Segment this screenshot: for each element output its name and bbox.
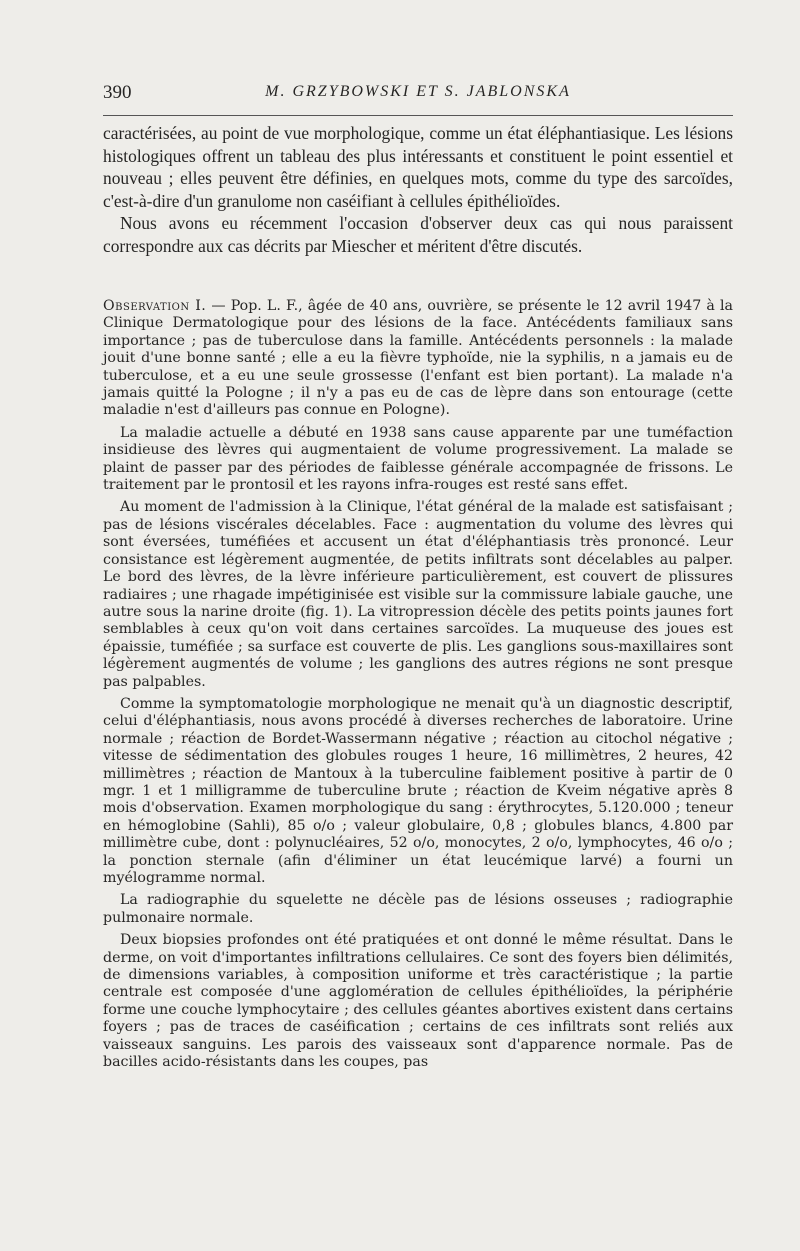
observation-paragraph: Au moment de l'admission à la Clinique, l'état général de la malade est satisfaisant ; pas de lésions viscérales décelables. Face : augmentation du volume des lèvres qui sont éversées, tuméfiées et accusent un état d'éléphantiasis très prononcé. Leur consistance est légèrement augmentée, de petits infiltrats sont décelables au palper. Le bord des lèvres, de la lèvre inférieure particulièrement, est couvert de plissures radiaires ; une rhagade impétiginisée est visible sur la commissure labiale gauche, une autre sous la narine droite (fig. 1). La vitropression décèle des petits points jaunes fort semblables à ceux qu'on voit dans certaines sarcoïdes. La muqueuse des joues est épaissie, tuméfiée ; sa surface est couverte de plis. Les ganglions sous-maxillaires sont légèrement augmentés de volume ; les ganglions des autres régions ne sont presque pas palpables. xyxy=(103,499,733,690)
observation-paragraph: Comme la symptomatologie morphologique ne menait qu'à un diagnostic descriptif, celui d'éléphantiasis, nous avons procédé à diverses recherches de laboratoire. Urine normale ; réaction de Bordet-Wassermann négative ; réaction au citochol négative ; vitesse de sédimentation des globules rouges 1 heure, 16 millimètres, 2 heures, 42 millimètres ; réaction de Mantoux à la tuberculine faiblement positive à partir de 0 mgr. 1 et 1 milligramme de tuberculine brute ; réaction de Kveim négative après 8 mois d'observation. Examen morphologique du sang : érythrocytes, 5.120.000 ; teneur en hémoglobine (Sahli), 85 o/o ; valeur globulaire, 0,8 ; globules blancs, 4.800 par millimètre cube, dont : polynucléaires, 52 o/o, monocytes, 2 o/o, lymphocytes, 46 o/o ; la ponction sternale (afin d'éliminer un état leucémique larvé) a fourni un myélogramme normal. xyxy=(103,695,733,886)
observation-paragraph: Deux biopsies profondes ont été pratiquées et ont donné le même résultat. Dans le derme, on voit d'importantes infiltrations cellulaires. Ce sont des foyers bien délimités, de dimensions variables, à composition uniforme et très caractéristique ; la partie centrale est composée d'une agglomération de cellules épithélioïdes, la périphérie forme une couche lymphocytaire ; des cellules géantes abortives existent dans certains foyers ; pas de traces de caséification ; certains de ces infiltrats sont reliés aux vaisseaux sanguins. Les parois des vaisseaux sont d'apparence normale. Pas de bacilles acido-résistants dans les coupes, pas xyxy=(103,932,733,1071)
observation-paragraph xyxy=(103,298,733,420)
running-title: M. GRZYBOWSKI ET S. JABLONSKA xyxy=(265,83,571,100)
intro-paragraph: caractérisées, au point de vue morphologique, comme un état éléphantiasique. Les lésions histologiques offrent un tableau des plus intéressants et constituent le point essentiel et nouveau ; elles peuvent être définies, en quelques mots, comme du type des sarcoïdes, c'est-à-dire d'un granulome non caséifiant à cellules épithélioïdes. xyxy=(103,123,733,211)
observation-paragraph: La radiographie du squelette ne décèle pas de lésions osseuses ; radiographie pulmonaire normale. xyxy=(103,892,733,926)
page-number: 390 xyxy=(103,82,132,103)
observation-section xyxy=(103,298,733,1076)
observation-paragraph: La maladie actuelle a débuté en 1938 sans cause apparente par une tuméfaction insidieuse des lèvres qui augmentaient de volume progressivement. La malade se plaint de passer par des périodes de faiblesse générale accompagnée de frissons. Le traitement par le prontosil et les rayons infra-rouges est resté sans effet. xyxy=(103,424,733,494)
observation-text: — Pop. L. F., âgée de 40 ans, ouvrière, se présente le 12 avril 1947 à la Clinique Dermatologique pour des lésions de la face. Antécédents familiaux sans importance ; pas de tuberculose dans la famille. Antécédents personnels : la malade jouit d'une bonne santé ; elle a eu la fièvre typhoïde, nie la syphilis, n a jamais eu de tuberculose, et a eu une seule grossesse (l'enfant est bien portant). La malade n'a jamais quitté la Pologne ; il n'y a pas eu de cas de lèpre dans son entourage (cette maladie n'est d'ailleurs pas connue en Pologne). xyxy=(103,298,733,419)
page-header xyxy=(103,82,733,110)
intro-paragraph: Nous avons eu récemment l'occasion d'observer deux cas qui nous paraissent correspondre aux cas décrits par Miescher et méritent d'être discutés. xyxy=(103,213,733,256)
header-rule xyxy=(103,115,733,116)
intro-text xyxy=(103,122,733,258)
observation-label: Observation I. xyxy=(103,298,207,314)
